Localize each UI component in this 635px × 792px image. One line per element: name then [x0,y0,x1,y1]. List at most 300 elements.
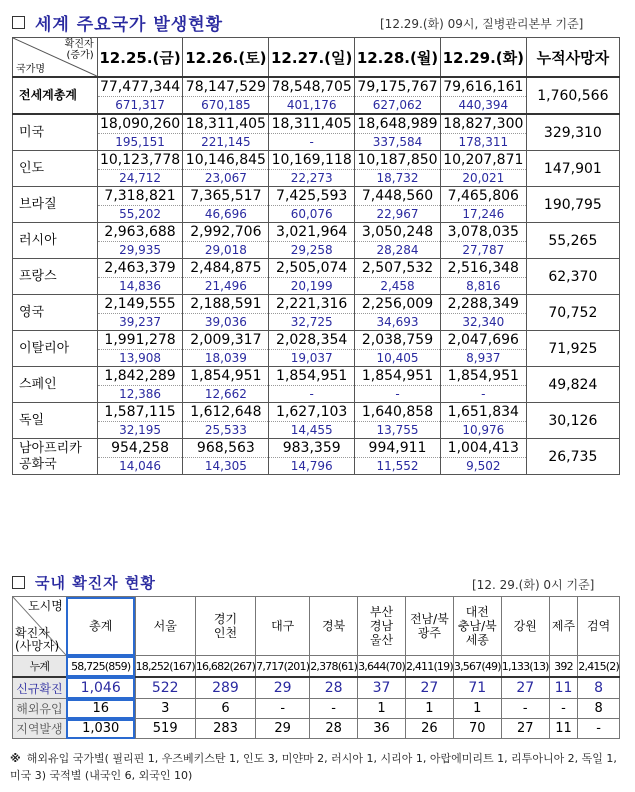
cumulative-deaths: 190,795 [526,187,619,223]
daily-increase: 9,502 [441,457,526,474]
daily-increase: - [269,385,354,402]
local-cell: 519 [135,719,195,739]
cumulative-cases: 10,207,871 [443,152,524,168]
daily-increase: 14,836 [98,277,183,294]
daily-increase: 11,552 [355,457,440,474]
daily-increase: 401,176 [269,96,354,113]
daily-increase: 221,145 [183,133,268,150]
cumulative-cases: 7,425,593 [276,188,348,204]
daily-increase: 10,405 [355,349,440,366]
local-cell: 28 [310,719,358,739]
cumulative-cases: 2,256,009 [361,296,434,312]
daily-increase: 46,696 [183,205,268,222]
country-name-line: 러시아 [19,233,57,248]
table-row [13,151,620,187]
cumulative-cases: 1,842,289 [104,368,176,384]
new-cases-cell: 27 [405,677,453,699]
region-header: 전남/북 광주 [405,597,453,656]
table-row [13,331,620,367]
new-cases-cell: 11 [549,677,578,699]
checkbox-square-icon [12,16,25,29]
section1-title [12,10,223,35]
cumulative-cell: 18,252(167) [135,656,195,678]
table-row [13,677,620,699]
daily-increase: 14,455 [269,421,354,438]
section2-basis: [12. 29.(화) 0시 기준] [472,578,595,592]
daily-increase: 18,732 [355,169,440,186]
corner-bottom-label: 국가명 [16,64,45,75]
case-cell [355,259,441,295]
cumulative-cases: 3,078,035 [447,224,519,240]
overseas-cell: - [256,699,310,719]
daily-increase: 178,311 [441,133,526,150]
cumulative-cases: 2,149,555 [104,296,176,312]
case-cell [269,367,355,403]
overseas-cell: 8 [578,699,620,719]
case-cell [440,331,526,367]
cumulative-cases: 1,854,951 [190,368,262,384]
daily-increase: 8,816 [441,277,526,294]
new-cases-cell: 8 [578,677,620,699]
local-cell: 26 [405,719,453,739]
deaths-header: 누적사망자 [526,38,619,78]
case-cell [355,77,441,114]
local-cell: 1,030 [66,719,135,739]
row-label: 누계 [13,656,67,678]
overseas-cell: 1 [358,699,406,719]
cumulative-cases: 79,616,161 [443,79,524,95]
case-cell [183,295,269,331]
case-cell [269,114,355,151]
overseas-cell: 6 [195,699,255,719]
case-cell [183,114,269,151]
cumulative-cases: 18,090,260 [99,116,181,132]
country-name-line: 인도 [19,161,45,176]
country-name [13,223,98,259]
table-row [13,367,620,403]
new-cases-cell: 1,046 [66,677,135,699]
case-cell [183,187,269,223]
date-header: 12.26.(토) [183,38,269,78]
daily-increase: - [269,133,354,150]
local-cell: 36 [358,719,406,739]
daily-increase: 20,021 [441,169,526,186]
daily-increase: 21,496 [183,277,268,294]
cumulative-deaths: 62,370 [526,259,619,295]
cumulative-cases: 1,612,648 [190,404,262,420]
cumulative-cases: 78,548,705 [271,79,352,95]
corner-bottom-label: 확진자 (사망자) [15,626,60,653]
case-cell [97,439,183,475]
cumulative-cell: 1,133(13) [501,656,549,678]
cumulative-cases: 1,587,115 [104,404,176,420]
case-cell [269,259,355,295]
new-cases-cell: 522 [135,677,195,699]
cumulative-cases: 994,911 [368,440,427,456]
table-row [13,259,620,295]
corner-top-label: 확진자 (증가) [64,39,94,61]
country-name-line: 스페인 [19,377,57,392]
local-cell: 27 [501,719,549,739]
cumulative-cases: 2,992,706 [190,224,262,240]
cumulative-cell: 16,682(267) [195,656,255,678]
table-row [13,403,620,439]
country-name-line: 공화국 [19,456,57,472]
section1-basis: [12.29.(화) 09시, 질병관리본부 기준] [380,17,584,31]
cumulative-cases: 1,854,951 [361,368,434,384]
case-cell [97,223,183,259]
cumulative-cell: 2,378(61) [310,656,358,678]
table-header-row [13,597,620,656]
local-cell: 11 [549,719,578,739]
country-name [13,403,98,439]
footnote-mark: ※ [10,752,21,765]
daily-increase: - [441,385,526,402]
case-cell [183,259,269,295]
case-cell [97,77,183,114]
case-cell [440,114,526,151]
country-name [13,439,98,475]
daily-increase: - [355,385,440,402]
table-row [13,187,620,223]
cumulative-cases: 1,640,858 [361,404,434,420]
country-name [13,77,98,114]
cumulative-cases: 1,627,103 [276,404,348,420]
daily-increase: 627,062 [355,96,440,113]
daily-increase: 32,340 [441,313,526,330]
date-header: 12.25.(금) [97,38,183,78]
table-row [13,77,620,114]
country-name-line: 미국 [19,125,45,140]
cumulative-cases: 18,827,300 [443,116,524,132]
daily-increase: 23,067 [183,169,268,186]
case-cell [183,331,269,367]
section2-title-text: 국내 확진자 현황 [35,574,156,592]
overseas-cell: 1 [453,699,501,719]
case-cell [269,223,355,259]
case-cell [440,367,526,403]
cumulative-cases: 1,854,951 [447,368,519,384]
daily-increase: 2,458 [355,277,440,294]
case-cell [183,223,269,259]
cumulative-cases: 18,648,989 [357,116,438,132]
corner-top-label: 도시명 [28,599,63,613]
case-cell [183,403,269,439]
daily-increase: 8,937 [441,349,526,366]
case-cell [355,151,441,187]
cumulative-deaths: 329,310 [526,114,619,151]
region-header: 총계 [66,597,135,656]
cumulative-cases: 10,169,118 [271,152,352,168]
cumulative-cases: 10,187,850 [357,152,438,168]
daily-increase: 17,246 [441,205,526,222]
region-header: 부산 경남 울산 [358,597,406,656]
new-cases-cell: 37 [358,677,406,699]
daily-increase: 671,317 [98,96,183,113]
daily-increase: 20,199 [269,277,354,294]
cumulative-cases: 10,146,845 [185,152,266,168]
case-cell [355,223,441,259]
cumulative-cases: 7,448,560 [361,188,434,204]
case-cell [440,187,526,223]
corner-cell [13,597,67,656]
daily-increase: 440,394 [441,96,526,113]
table-row [13,439,620,475]
daily-increase: 29,258 [269,241,354,258]
daily-increase: 25,533 [183,421,268,438]
cumulative-cases: 18,311,405 [271,116,352,132]
case-cell [440,151,526,187]
case-cell [183,151,269,187]
cumulative-cases: 1,854,951 [276,368,348,384]
new-cases-cell: 29 [256,677,310,699]
cumulative-cell: 2,415(2) [578,656,620,678]
overseas-cell: 3 [135,699,195,719]
date-header: 12.28.(월) [355,38,441,78]
cumulative-deaths: 49,824 [526,367,619,403]
country-name [13,114,98,151]
region-header: 경기 인천 [195,597,255,656]
cumulative-cell: 3,567(49) [453,656,501,678]
country-name-line: 남아프리카 [19,440,82,456]
cumulative-cases: 2,288,349 [447,296,519,312]
daily-increase: 34,693 [355,313,440,330]
cumulative-cases: 2,028,354 [276,332,348,348]
daily-increase: 39,036 [183,313,268,330]
daily-increase: 670,185 [183,96,268,113]
country-name [13,259,98,295]
footnote [10,750,620,784]
date-header: 12.27.(일) [269,38,355,78]
cumulative-cases: 2,188,591 [190,296,262,312]
table-row [13,719,620,739]
country-name-line: 프랑스 [19,269,57,284]
row-label: 해외유입 [13,699,67,719]
cumulative-cases: 954,258 [111,440,170,456]
cumulative-cases: 7,365,517 [190,188,262,204]
cumulative-cases: 79,175,767 [357,79,438,95]
new-cases-cell: 28 [310,677,358,699]
region-header: 서울 [135,597,195,656]
domestic-status-table [12,596,620,739]
cumulative-deaths: 26,735 [526,439,619,475]
case-cell [440,439,526,475]
country-name [13,331,98,367]
case-cell [440,77,526,114]
case-cell [355,367,441,403]
daily-increase: 27,787 [441,241,526,258]
cumulative-cases: 77,477,344 [99,79,181,95]
case-cell [97,367,183,403]
daily-increase: 32,195 [98,421,183,438]
daily-increase: 12,662 [183,385,268,402]
case-cell [183,367,269,403]
cumulative-cell: 58,725(859) [66,656,135,678]
daily-increase: 10,976 [441,421,526,438]
cumulative-cases: 2,505,074 [276,260,348,276]
case-cell [269,331,355,367]
daily-increase: 28,284 [355,241,440,258]
cumulative-cases: 7,318,821 [104,188,176,204]
table-header-row [13,38,620,78]
cumulative-cases: 3,021,964 [276,224,348,240]
daily-increase: 19,037 [269,349,354,366]
case-cell [269,151,355,187]
case-cell [355,331,441,367]
country-name [13,151,98,187]
case-cell [355,403,441,439]
cumulative-cases: 7,465,806 [447,188,519,204]
case-cell [355,187,441,223]
local-cell: 70 [453,719,501,739]
country-name-line: 전세계총계 [19,88,77,102]
section2-title [12,572,156,593]
world-status-table [12,37,620,475]
daily-increase: 14,046 [98,457,183,474]
daily-increase: 24,712 [98,169,183,186]
region-header: 제주 [549,597,578,656]
date-header: 12.29.(화) [440,38,526,78]
country-name [13,295,98,331]
case-cell [355,114,441,151]
cumulative-cases: 2,221,316 [276,296,348,312]
cumulative-cases: 2,047,696 [447,332,519,348]
local-cell: 283 [195,719,255,739]
cumulative-cases: 2,009,317 [190,332,262,348]
region-header: 검역 [578,597,620,656]
case-cell [440,295,526,331]
cumulative-cases: 78,147,529 [185,79,266,95]
cumulative-cell: 2,411(19) [405,656,453,678]
country-name-line: 이탈리아 [19,341,70,356]
case-cell [269,77,355,114]
country-name [13,367,98,403]
daily-increase: 29,935 [98,241,183,258]
cumulative-deaths: 30,126 [526,403,619,439]
new-cases-cell: 71 [453,677,501,699]
daily-increase: 22,967 [355,205,440,222]
overseas-cell: - [501,699,549,719]
cumulative-cases: 1,991,278 [104,332,176,348]
cumulative-cell: 7,717(201) [256,656,310,678]
region-header: 강원 [501,597,549,656]
case-cell [97,187,183,223]
footnote-text: 해외유입 국가별( 필리핀 1, 우즈베키스탄 1, 인도 3, 미얀마 2, 러시아 1, 시리아 1, 아랍에미리트 1, 리투아니아 2, 독일 1, 미국 3) 국적별 (내국인 6, 외국인 10) [10,752,617,782]
case-cell [97,259,183,295]
country-name-line: 독일 [19,413,45,428]
overseas-cell: 1 [405,699,453,719]
daily-increase: 195,151 [98,133,183,150]
table-row [13,114,620,151]
case-cell [269,295,355,331]
corner-cell [13,38,98,78]
daily-increase: 13,908 [98,349,183,366]
case-cell [183,439,269,475]
section1-title-text: 세계 주요국가 발생현황 [35,15,224,35]
case-cell [355,295,441,331]
cumulative-deaths: 1,760,566 [526,77,619,114]
table-row [13,699,620,719]
case-cell [97,114,183,151]
case-cell [269,439,355,475]
cumulative-cases: 983,359 [282,440,341,456]
case-cell [183,77,269,114]
cumulative-cases: 2,963,688 [104,224,176,240]
overseas-cell: 16 [66,699,135,719]
region-header: 대전 충남/북 세종 [453,597,501,656]
daily-increase: 12,386 [98,385,183,402]
cumulative-cases: 2,516,348 [447,260,519,276]
new-cases-cell: 289 [195,677,255,699]
cumulative-cases: 3,050,248 [361,224,434,240]
cumulative-cases: 2,484,875 [190,260,262,276]
table-row [13,656,620,678]
table-row [13,223,620,259]
cumulative-cell: 3,644(70) [358,656,406,678]
case-cell [440,259,526,295]
cumulative-cases: 10,123,778 [99,152,181,168]
cumulative-cases: 2,463,379 [104,260,176,276]
cumulative-cases: 2,507,532 [361,260,434,276]
cumulative-cases: 968,563 [196,440,255,456]
overseas-cell: - [549,699,578,719]
cumulative-cases: 1,651,834 [447,404,519,420]
country-name-line: 영국 [19,305,45,320]
cumulative-cell: 392 [549,656,578,678]
daily-increase: 60,076 [269,205,354,222]
local-cell: - [578,719,620,739]
cumulative-deaths: 55,265 [526,223,619,259]
region-header: 대구 [256,597,310,656]
cumulative-cases: 1,004,413 [447,440,519,456]
daily-increase: 22,273 [269,169,354,186]
case-cell [269,187,355,223]
table-row [13,295,620,331]
daily-increase: 337,584 [355,133,440,150]
new-cases-cell: 27 [501,677,549,699]
case-cell [97,151,183,187]
case-cell [97,403,183,439]
checkbox-square-icon [12,576,25,589]
region-header: 경북 [310,597,358,656]
case-cell [269,403,355,439]
row-label: 신규확진 [13,677,67,699]
daily-increase: 32,725 [269,313,354,330]
case-cell [97,295,183,331]
daily-increase: 55,202 [98,205,183,222]
cumulative-cases: 2,038,759 [361,332,434,348]
case-cell [97,331,183,367]
daily-increase: 29,018 [183,241,268,258]
cumulative-deaths: 147,901 [526,151,619,187]
case-cell [440,403,526,439]
cumulative-deaths: 71,925 [526,331,619,367]
local-cell: 29 [256,719,310,739]
daily-increase: 14,796 [269,457,354,474]
cumulative-deaths: 70,752 [526,295,619,331]
case-cell [355,439,441,475]
cumulative-cases: 18,311,405 [185,116,266,132]
country-name [13,187,98,223]
row-label: 지역발생 [13,719,67,739]
daily-increase: 14,305 [183,457,268,474]
overseas-cell: - [310,699,358,719]
daily-increase: 13,755 [355,421,440,438]
daily-increase: 18,039 [183,349,268,366]
case-cell [440,223,526,259]
country-name-line: 브라질 [19,197,57,212]
daily-increase: 39,237 [98,313,183,330]
